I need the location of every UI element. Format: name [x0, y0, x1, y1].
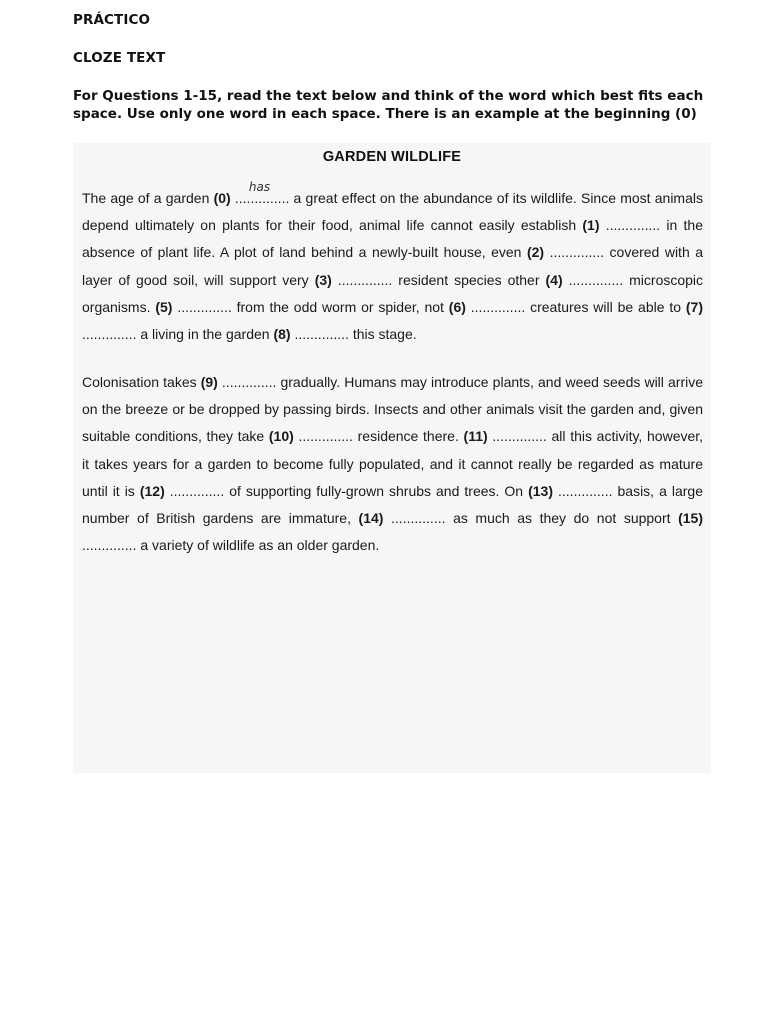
gap-blank-10: ..............	[298, 428, 353, 445]
gap-blank-9: ..............	[221, 374, 277, 390]
instructions-text: For Questions 1-15, read the text below and think of the word which best fits each space. Use only one word in each space. There is an example at the beginning (0)	[73, 88, 704, 122]
gap-blank-11: ..............	[492, 428, 547, 445]
gap-blank-0: ..............	[234, 190, 290, 206]
text-run: all this activity, however, it takes years for a garden to become fully populated, and it cannot really be regarded as mature until it is	[82, 428, 704, 499]
text-run: resident species other	[392, 271, 546, 288]
gap-blank-8: ..............	[294, 326, 349, 343]
text-run: in the absence of plant life. A plot of land behind a newly-built house, even	[82, 217, 704, 261]
gap-blank-1: ..............	[605, 217, 661, 234]
example-answer-handwritten: has	[248, 180, 271, 194]
example-gap	[234, 180, 290, 212]
gap-blank-3: ..............	[337, 271, 393, 288]
section-label-cloze-text: CLOZE TEXT	[73, 50, 166, 66]
gap-blank-2: ..............	[549, 244, 605, 261]
text-run: covered with a layer of good soil, will support very	[82, 244, 703, 288]
gap-blank-12: ..............	[169, 482, 225, 499]
text-run: a variety of wildlife as an older garden.	[136, 537, 380, 554]
text-run: this stage.	[348, 326, 417, 343]
gap-number-13: (13)	[528, 482, 553, 499]
section-label-practico: PRÁCTICO	[73, 12, 151, 28]
text-run: Colonisation takes	[82, 374, 201, 390]
gap-number-8: (8)	[273, 326, 291, 343]
text-run: microscopic organisms.	[82, 271, 704, 315]
text-run: residence there.	[352, 428, 464, 445]
gap-number-12: (12)	[139, 482, 165, 499]
passage-title: GARDEN WILDLIFE	[322, 149, 462, 165]
text-run: a living in the garden	[136, 326, 274, 343]
passage-paragraph-2	[82, 369, 703, 559]
gap-blank-5: ..............	[177, 298, 232, 315]
text-run: from the odd worm or spider, not	[231, 298, 449, 315]
gap-number-10: (10)	[268, 428, 294, 445]
passage-paragraph-1	[82, 180, 704, 348]
gap-number-14: (14)	[358, 510, 384, 527]
gap-blank-6: ..............	[470, 298, 526, 315]
text-run: of supporting fully-grown shrubs and trees. On	[224, 482, 529, 499]
gap-blank-13: ..............	[558, 482, 613, 499]
gap-number-1: (1)	[582, 217, 600, 234]
gap-blank-4: ..............	[568, 271, 624, 288]
text-run: basis, a large number of British gardens are immature,	[82, 482, 703, 527]
gap-number-4: (4)	[545, 271, 563, 288]
gap-number-11: (11)	[463, 428, 488, 445]
gap-number-15: (15)	[678, 510, 703, 527]
text-run: as much as they do not support	[445, 510, 679, 527]
gap-blank-7: ..............	[82, 326, 137, 343]
text-run: The age of a garden	[82, 190, 214, 206]
text-run: gradually. Humans may introduce plants, and weed seeds will arrive on the breeze or be dropped by passing birds. Insects and other animals visit the garden and, given suitable conditions, they take	[82, 374, 704, 445]
gap-blank-15: ..............	[82, 537, 137, 554]
gap-number-5: (5)	[155, 298, 173, 315]
gap-number-0: (0)	[213, 190, 231, 206]
gap-number-6: (6)	[448, 298, 466, 315]
gap-number-2: (2)	[526, 244, 545, 261]
gap-number-9: (9)	[200, 374, 218, 390]
text-run: creatures will be able to	[525, 298, 686, 315]
gap-blank-14: ..............	[391, 510, 446, 527]
text-run: a great effect on the abundance of its wildlife. Since most animals depend ultimately on plants for their food, animal life cannot easily establish	[82, 190, 703, 234]
gap-number-3: (3)	[314, 271, 332, 288]
scanned-passage-panel	[73, 143, 711, 773]
gap-number-7: (7)	[685, 298, 704, 315]
